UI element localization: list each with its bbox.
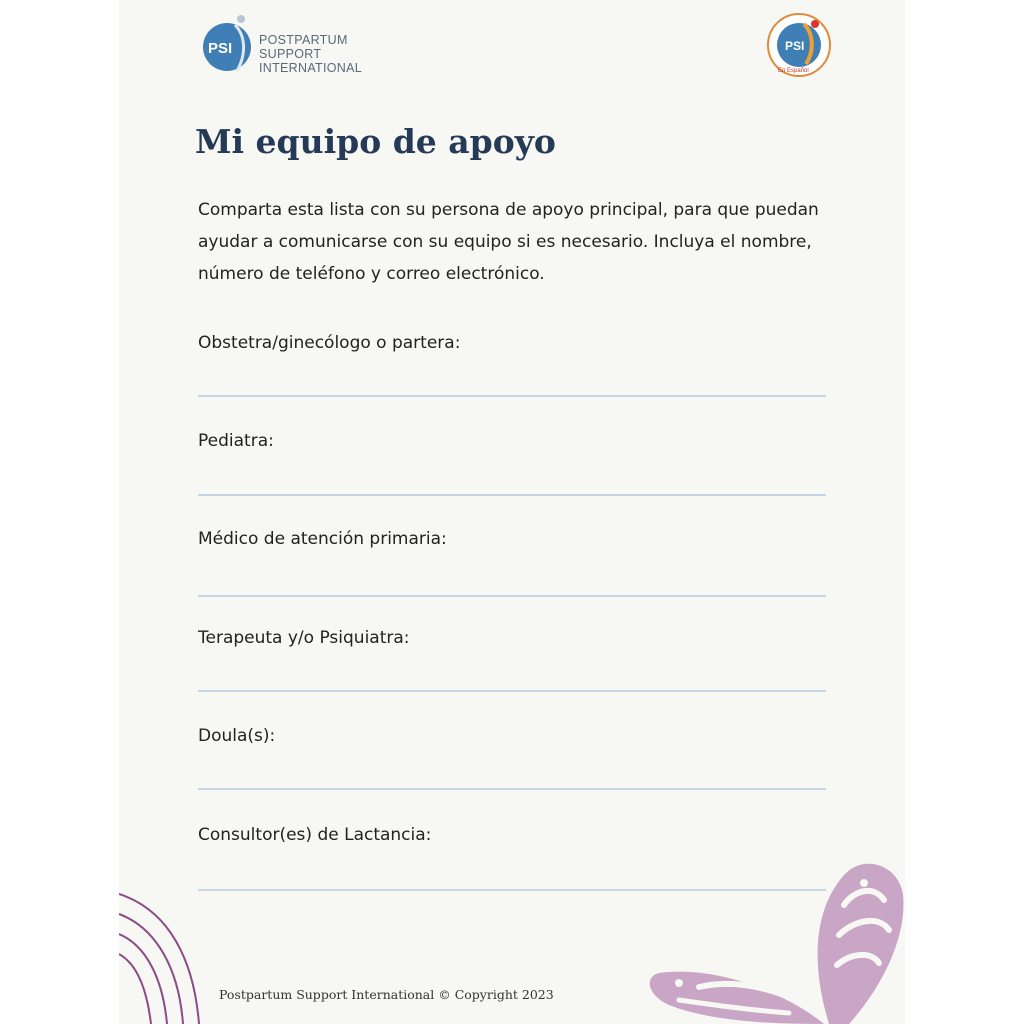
- form-page: [119, 0, 905, 1024]
- org-name: POSTPARTUM SUPPORT INTERNATIONAL: [259, 33, 362, 75]
- field-line[interactable]: [198, 690, 826, 692]
- field-terapeuta: [198, 628, 826, 648]
- field-consultor: [198, 825, 826, 845]
- psi-espanol-logo-icon: [766, 12, 832, 78]
- psi-logo-text: PSI: [208, 40, 233, 57]
- field-label: Doula(s):: [198, 726, 276, 746]
- butterfly-illustration: [639, 855, 905, 1024]
- intro-paragraph: Comparta esta lista con su persona de apoyo principal, para que puedan ayudar a comunicarse con su equipo si es necesario. Incluya el nombre, número de teléfono y correo electrónico.: [198, 200, 819, 284]
- field-doula: [198, 726, 826, 746]
- field-line[interactable]: [198, 395, 826, 397]
- field-obstetra: [198, 333, 826, 353]
- psi-espanol-logo-caption: En Español: [778, 68, 809, 74]
- field-label: Pediatra:: [198, 431, 274, 451]
- psi-en-espanol-logo: [766, 12, 832, 78]
- field-label: Médico de atención primaria:: [198, 529, 447, 549]
- field-line[interactable]: [198, 494, 826, 496]
- decorative-arcs: [119, 880, 229, 1024]
- field-pediatra: [198, 431, 826, 451]
- field-line[interactable]: [198, 788, 826, 790]
- field-label: Consultor(es) de Lactancia:: [198, 825, 432, 845]
- field-medico: [198, 529, 826, 549]
- field-line[interactable]: [198, 595, 826, 597]
- psi-espanol-logo-text: PSI: [785, 39, 805, 53]
- psi-logo: [201, 13, 401, 77]
- psi-logo-icon: [201, 13, 257, 77]
- field-label: Terapeuta y/o Psiquiatra:: [198, 628, 410, 648]
- field-label: Obstetra/ginecólogo o partera:: [198, 333, 461, 353]
- page-title: Mi equipo de apoyo: [195, 122, 556, 161]
- copyright-footer: Postpartum Support International © Copyright 2023: [219, 987, 554, 1002]
